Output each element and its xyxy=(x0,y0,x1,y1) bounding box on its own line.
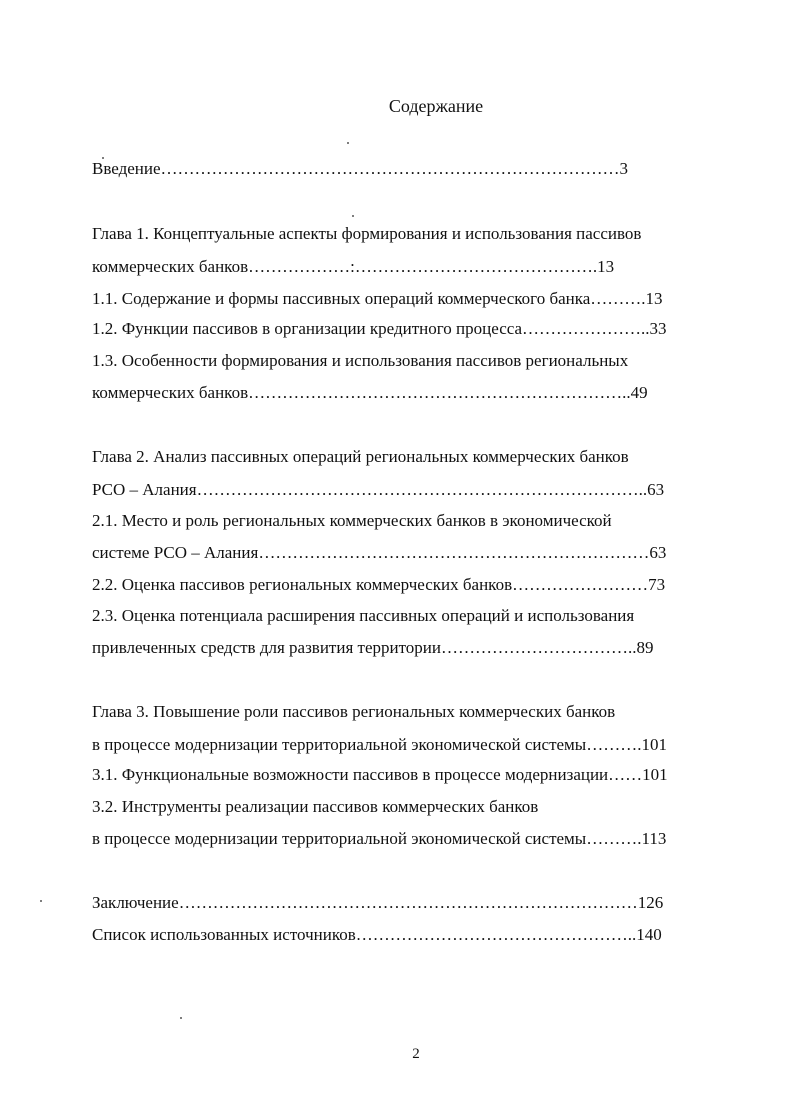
toc-entry-conclusion: Заключение………………………………………………………………………126 xyxy=(92,893,664,912)
toc-entry-section-2-3-line-2: привлеченных средств для развития территории……………………………..89 xyxy=(92,638,654,657)
toc-entry-section-3-1: 3.1. Функциональные возможности пассивов в процессе модернизации……101 xyxy=(92,765,668,784)
toc-entry-section-1-2: 1.2. Функции пассивов в организации кредитного процесса…………………..33 xyxy=(92,319,667,338)
toc-entry-section-2-2: 2.2. Оценка пассивов региональных коммерческих банков……………………73 xyxy=(92,575,666,594)
scan-speck xyxy=(347,142,349,144)
page-number: 2 xyxy=(412,1046,420,1062)
toc-entry-chapter-2-line-1: Глава 2. Анализ пассивных операций региональных коммерческих банков xyxy=(92,447,629,466)
toc-entry-chapter-3-line-1: Глава 3. Повышение роли пассивов региональных коммерческих банков xyxy=(92,702,616,721)
toc-entry-section-1-3-line-2: коммерческих банков…………………………………………………………..49 xyxy=(92,383,648,402)
toc-entry-chapter-2-line-2: РСО – Алания……………………………………………………………………..63 xyxy=(92,480,665,499)
toc-entry-chapter-1-line-1: Глава 1. Концептуальные аспекты формирования и использования пассивов xyxy=(92,224,642,243)
toc-entry-section-3-2-line-1: 3.2. Инструменты реализации пассивов коммерческих банков xyxy=(92,797,539,816)
toc-entry-chapter-1-line-2: коммерческих банков………………:…………………………………….13 xyxy=(92,257,615,276)
page-title: Содержание xyxy=(388,96,484,116)
toc-entry-section-2-3-line-1: 2.3. Оценка потенциала расширения пассивных операций и использования xyxy=(92,606,635,625)
scan-speck xyxy=(102,157,104,159)
scan-speck xyxy=(352,215,354,217)
toc-entry-section-3-2-line-2: в процессе модернизации территориальной экономической системы……….113 xyxy=(92,829,667,848)
toc-entry-section-2-1-line-1: 2.1. Место и роль региональных коммерческих банков в экономической xyxy=(92,511,612,530)
toc-entry-chapter-3-line-2: в процессе модернизации территориальной экономической системы……….101 xyxy=(92,735,667,754)
toc-entry-references: Список использованных источников…………………………………………..140 xyxy=(92,925,662,944)
scan-speck xyxy=(40,900,42,902)
scan-speck xyxy=(180,1017,182,1019)
toc-entry-section-1-3-line-1: 1.3. Особенности формирования и использования пассивов региональных xyxy=(92,351,629,370)
toc-entry-section-2-1-line-2: системе РСО – Алания……………………………………………………………63 xyxy=(92,543,667,562)
toc-entry-section-1-1: 1.1. Содержание и формы пассивных операций коммерческого банка……….13 xyxy=(92,289,663,308)
toc-entry-introduction: Введение………………………………………………………………………3 xyxy=(92,159,629,178)
